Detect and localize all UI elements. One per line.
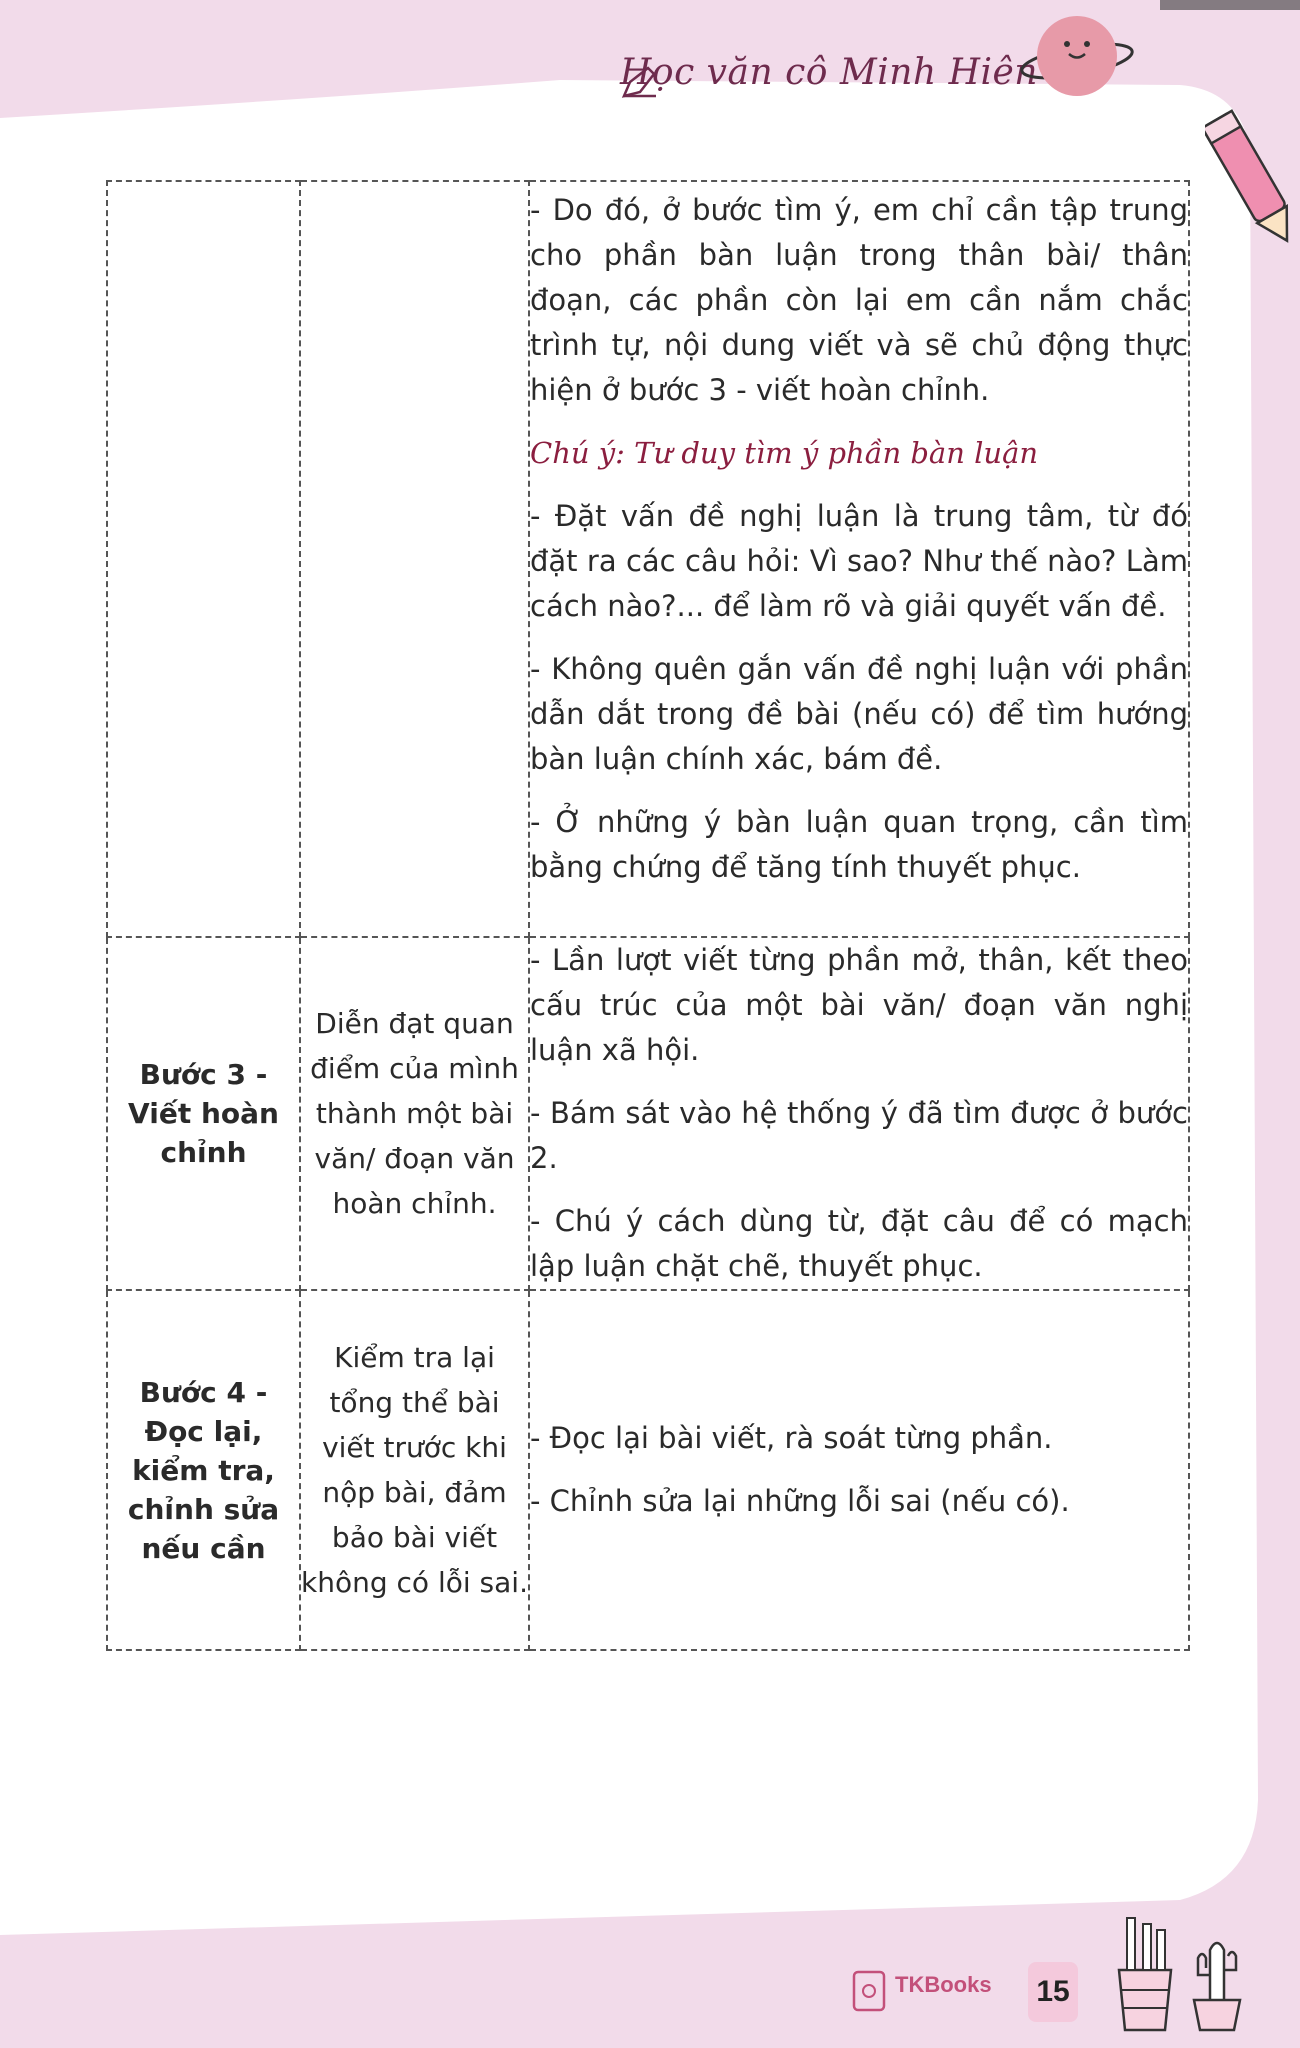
pencil-cup-icon bbox=[1105, 1910, 1185, 2035]
note-item: - Không quên gắn vấn đề nghị luận với phần dẫn dắt trong đề bài (nếu có) để tìm hướng bàn luận chính xác, bám đề. bbox=[530, 652, 1188, 776]
detail-paragraph: - Bám sát vào hệ thống ý đã tìm được ở bước 2. bbox=[530, 1096, 1188, 1175]
note-item: - Đặt vấn đề nghị luận là trung tâm, từ đó đặt ra các câu hỏi: Vì sao? Như thế nào? Làm cách nào?... để làm rõ và giải quyết vấn đề. bbox=[530, 499, 1188, 623]
details-cell bbox=[529, 1290, 1189, 1650]
pencil-icon bbox=[1205, 100, 1300, 260]
step-description-cell: Kiểm tra lại tổng thể bài viết trước khi nộp bài, đảm bảo bài viết không có lỗi sai. bbox=[300, 1290, 529, 1650]
step-cell: Bước 3 - Viết hoàn chỉnh bbox=[107, 937, 300, 1290]
note-title: Chú ý: Tư duy tìm ý phần bàn luận bbox=[530, 436, 1039, 470]
detail-paragraph: - Chỉnh sửa lại những lỗi sai (nếu có). bbox=[530, 1484, 1070, 1518]
steps-table-container bbox=[106, 180, 1188, 1648]
note-item: - Ở những ý bàn luận quan trọng, cần tìm bằng chứng để tăng tính thuyết phục. bbox=[530, 805, 1188, 884]
step-cell: Bước 4 - Đọc lại, kiểm tra, chỉnh sửa nếu cần bbox=[107, 1290, 300, 1650]
detail-paragraph: - Chú ý cách dùng từ, đặt câu để có mạch lập luận chặt chẽ, thuyết phục. bbox=[530, 1204, 1188, 1283]
brand-name: TKBooks bbox=[895, 1972, 992, 1997]
details-cell bbox=[529, 937, 1189, 1290]
step-description-cell: Diễn đạt quan điểm của mình thành một bài văn/ đoạn văn hoàn chỉnh. bbox=[300, 937, 529, 1290]
detail-paragraph: - Đọc lại bài viết, rà soát từng phần. bbox=[530, 1421, 1053, 1455]
table-row bbox=[107, 937, 1189, 1290]
step-cell bbox=[107, 181, 300, 937]
table-row bbox=[107, 181, 1189, 937]
detail-paragraph: - Lần lượt viết từng phần mở, thân, kết theo cấu trúc của một bài văn/ đoạn văn nghị luận xã hội. bbox=[530, 943, 1188, 1067]
steps-table bbox=[106, 180, 1190, 1651]
page-number: 15 bbox=[1028, 1962, 1078, 2022]
detail-paragraph: - Do đó, ở bước tìm ý, em chỉ cần tập trung cho phần bàn luận trong thân bài/ thân đoạn, các phần còn lại em cần nắm chắc trình tự, nội dung viết và sẽ chủ động thực hiện ở bước 3 - viết hoàn chỉnh. bbox=[530, 193, 1188, 407]
header-title: Học văn cô Minh Hiên bbox=[620, 52, 1038, 93]
cactus-icon bbox=[1180, 1930, 1255, 2035]
step-description-cell bbox=[300, 181, 529, 937]
details-cell bbox=[529, 181, 1189, 937]
table-row bbox=[107, 1290, 1189, 1650]
planet-icon bbox=[1005, 6, 1135, 116]
